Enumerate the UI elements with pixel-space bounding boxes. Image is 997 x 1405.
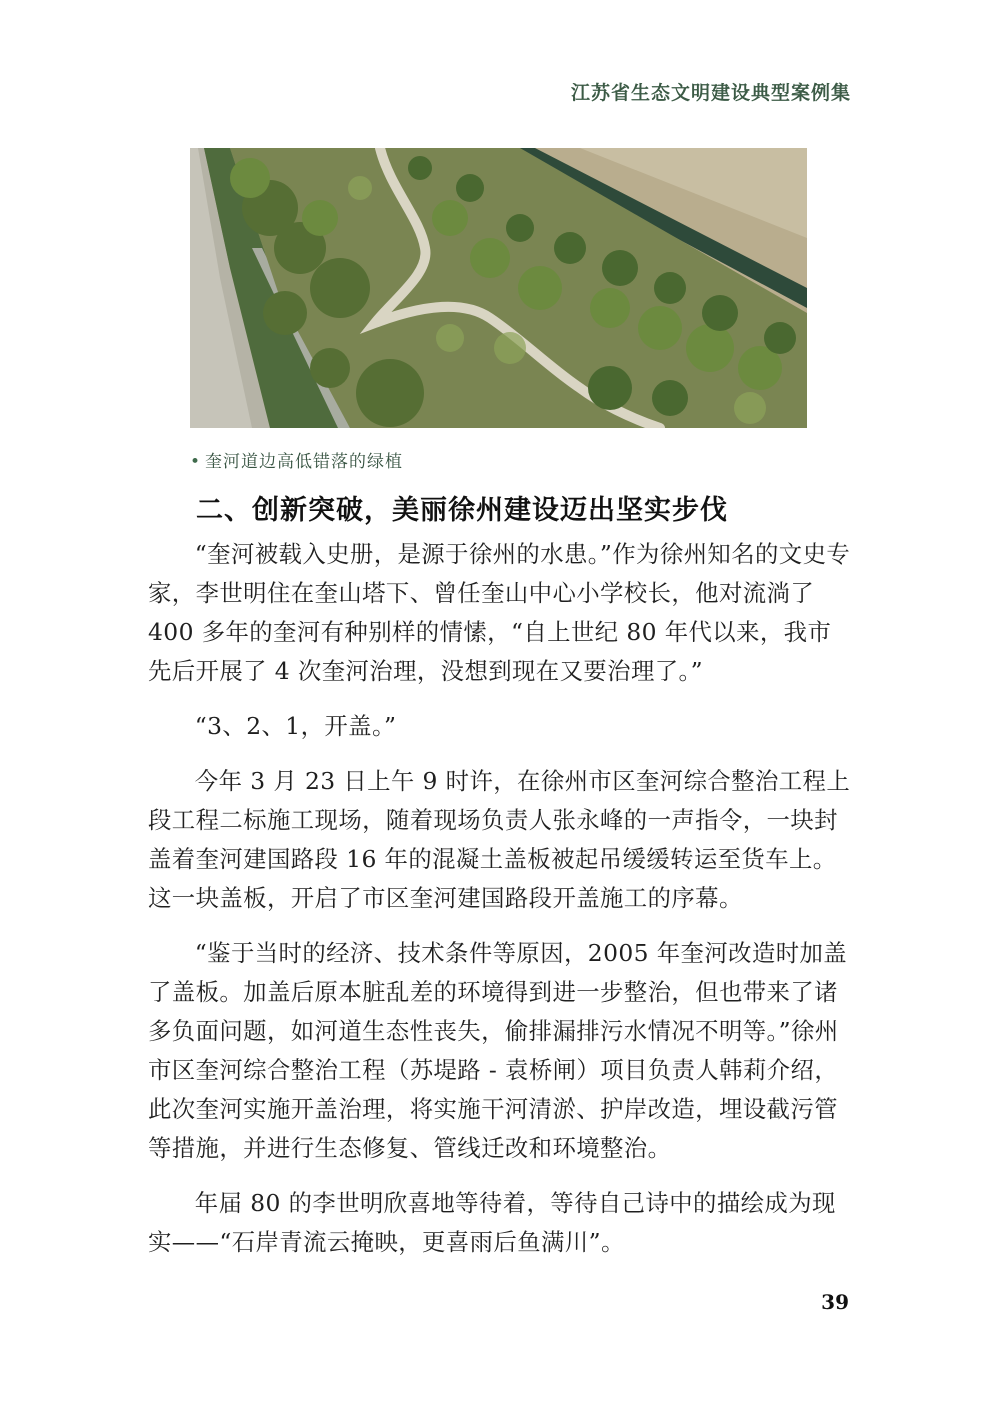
paragraph: “鉴于当时的经济、技术条件等原因，2005 年奎河改造时加盖了盖板。加盖后原本脏乱差的环境得到进一步整治，但也带来了诸多负面问题，如河道生态性丧失，偷排漏排污水情况不明等。”徐州市区奎河综合整治工程（苏堤路 - 袁桥闸）项目负责人韩莉介绍，此次奎河实施开盖治理，将实施干河清淤、护岸改造，埋设截污管等措施，并进行生态修复、管线迁改和环境整治。 xyxy=(148,939,848,1162)
running-header: 江苏省生态文明建设典型案例集 xyxy=(570,82,851,104)
paragraph: 年届 80 的李世明欣喜地等待着，等待自己诗中的描绘成为现实——“石岸青流云掩映，更喜雨后鱼满川”。 xyxy=(148,1189,836,1256)
section-heading: 二、创新突破，美丽徐州建设迈出坚实步伐 xyxy=(196,495,728,526)
paragraph: 今年 3 月 23 日上午 9 时许，在徐州市区奎河综合整治工程上段工程二标施工现场，随着现场负责人张永峰的一声指令，一块封盖着奎河建国路段 16 年的混凝土盖板被起吊缓缓转运至货车上。这一块盖板，开启了市区奎河建国路段开盖施工的序幕。 xyxy=(148,767,851,912)
riverside-greenery-photo xyxy=(190,148,807,428)
paragraph: “奎河被载入史册，是源于徐州的水患。”作为徐州知名的文史专家，李世明住在奎山塔下、曾任奎山中心小学校长，他对流淌了400 多年的奎河有种别样的情愫，“自上世纪 80 年代以来，我市先后开展了 4 次奎河治理，没想到现在又要治理了。” xyxy=(148,540,851,685)
page-number: 39 xyxy=(821,1290,849,1314)
paragraph: “3、2、1，开盖。” xyxy=(194,712,397,740)
aerial-photo-illustration xyxy=(190,148,807,428)
figure-caption xyxy=(190,447,403,472)
caption-bullet: • xyxy=(190,452,202,472)
caption-text: 奎河道边高低错落的绿植 xyxy=(205,452,404,472)
article-body xyxy=(148,535,851,1278)
